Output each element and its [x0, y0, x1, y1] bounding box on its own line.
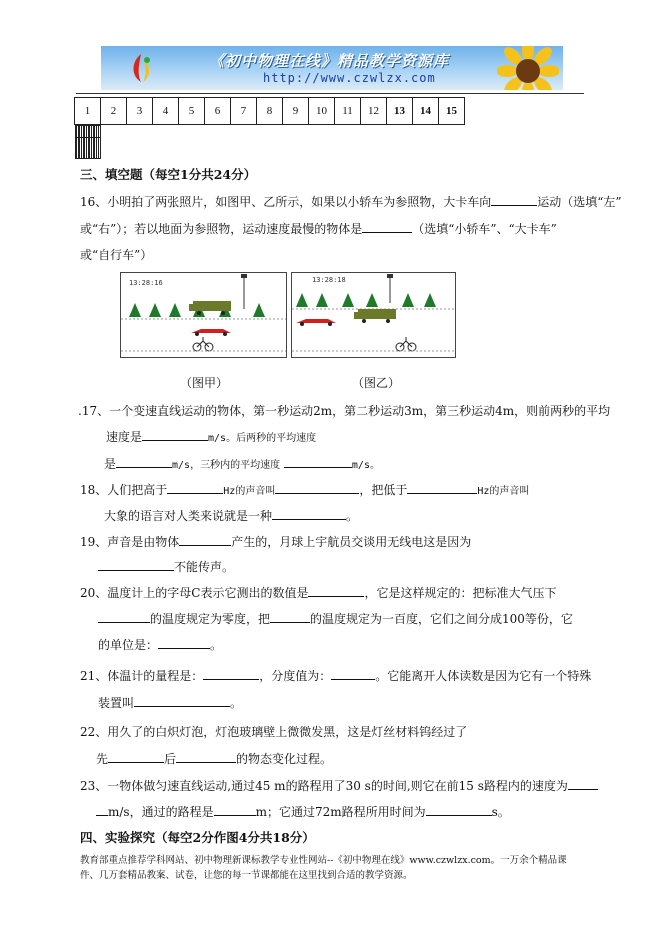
q18-line-2: 大象的语言对人类来说就是一种 。: [104, 509, 359, 523]
q21-blank-3[interactable]: [134, 694, 230, 707]
figure-yi: [291, 272, 456, 358]
answer-number-cell: 1: [75, 98, 101, 125]
figure-yi-caption: （图乙）: [352, 376, 401, 390]
q16-blank-1[interactable]: [491, 193, 537, 206]
q20-line-3: 的单位是： 。: [98, 638, 223, 652]
figure-yi-illustration: [292, 273, 455, 357]
figure-jia-timestamp: 13:28:16: [129, 279, 163, 287]
q20-blank-3[interactable]: [270, 610, 310, 623]
answer-number-cell: 7: [231, 98, 257, 125]
q16-line-3: 或“自行车”）: [80, 248, 153, 262]
answer-number-cell: 5: [179, 98, 205, 125]
q16-blank-2[interactable]: [362, 220, 412, 233]
section-3-heading: 三、填空题（每空1分共24分）: [80, 167, 257, 182]
q18-line-1: 18、人们把高于 Hz的声音叫 ，把低于 Hz的声音叫: [80, 483, 530, 497]
q18-blank-3[interactable]: [407, 481, 477, 494]
q18-blank-4[interactable]: [272, 507, 346, 520]
q23-blank-2[interactable]: [214, 803, 256, 816]
answer-number-cell: 4: [153, 98, 179, 125]
figure-jia-illustration: [121, 273, 286, 357]
q23-line-2: m/s，通过的路程是 m；它通过72m路程所用时间为 s。: [96, 803, 510, 820]
q21-line-2: 装置叫 。: [98, 696, 243, 710]
q22-line-1: 22、用久了的白炽灯泡，灯泡玻璃壁上微微发黑，这是灯丝材料钨经过了: [80, 725, 468, 739]
q21-blank-1[interactable]: [203, 667, 259, 680]
q19-blank-1[interactable]: [179, 533, 231, 546]
q21-line-1: 21、体温计的量程是： ，分度值为： 。它能离开人体读数是因为它有一个特殊: [80, 669, 592, 683]
q17-line-3: 是 m/s，三秒内的平均速度 m/s。: [104, 457, 380, 471]
q16-line-2: 或“右”）；若以地面为参照物，运动速度最慢的物体是 （选填“小轿车”、“大卡车”: [80, 222, 557, 236]
q20-line-1: 20、温度计上的字母C表示它测出的数值是 ，它是这样规定的：把标准大气压下: [80, 586, 557, 600]
q19-blank-2[interactable]: [98, 558, 174, 571]
page-footer: [80, 853, 600, 883]
q20-blank-1[interactable]: [308, 584, 364, 597]
answer-table: [74, 97, 465, 141]
q23-blank-1b[interactable]: [96, 803, 108, 816]
q18-blank-2[interactable]: [275, 481, 359, 494]
sunflower-icon: [497, 46, 559, 90]
footer-line-1: 教育部重点推荐学科网站、初中物理新课标教学专业性网站--《初中物理在线》www.czwlzx.com。一万余个精品课: [80, 855, 567, 866]
answer-number-cell: 9: [283, 98, 309, 125]
figure-jia: [120, 272, 287, 358]
answer-number-cell: 2: [101, 98, 127, 125]
answer-table-header-row: [75, 98, 465, 125]
answer-cell[interactable]: [98, 126, 100, 159]
q17-line-1: .17、一个变速直线运动的物体，第一秒运动2m，第二秒运动3m，第三秒运动4m，则前两秒的平均: [78, 404, 611, 418]
figure-jia-caption: （图甲）: [180, 376, 229, 390]
q22-line-2: 先 后 的物态变化过程。: [96, 752, 333, 766]
answer-number-cell: 10: [309, 98, 335, 125]
q20-line-2: 的温度规定为零度，把 的温度规定为一百度，它们之间分成100等份，它: [98, 610, 573, 627]
q17-line-2: 速度是 m/s。后两秒的平均速度: [106, 430, 317, 444]
answer-number-cell: 12: [361, 98, 387, 125]
header-banner: [101, 46, 563, 90]
q18-blank-1[interactable]: [167, 481, 223, 494]
footer-line-2: 件、几万套精品教案、试卷，让您的每一节课都能在这里找到合适的教学资源。: [80, 870, 413, 881]
section-4-heading: 四、实验探究（每空2分作图4分共18分）: [80, 830, 315, 845]
answer-number-cell: 8: [257, 98, 283, 125]
q17-blank-3[interactable]: [284, 455, 352, 468]
q23-blank-3[interactable]: [426, 803, 492, 816]
answer-number-cell: 11: [335, 98, 361, 125]
q19-line-2: 不能传声。: [98, 558, 234, 575]
q23-blank-1a[interactable]: [568, 777, 598, 790]
figure-yi-timestamp: 13:28:18: [312, 276, 346, 284]
q20-blank-4[interactable]: [158, 636, 210, 649]
answer-number-cell: 3: [127, 98, 153, 125]
answer-table-blank-row: [75, 125, 101, 138]
q16-line-1: 16、小明拍了两张照片，如图甲、乙所示，如果以小轿车为参照物，大卡车向 运动（选填“左”: [80, 195, 622, 209]
q23-line-1: 23、一物体做匀速直线运动,通过45 m的路程用了30 s的时间,则它在前15 s路程内的速度为: [80, 777, 598, 794]
q20-blank-2[interactable]: [98, 610, 150, 623]
site-logo-icon: [127, 52, 155, 84]
answer-number-cell: 13: [387, 98, 413, 125]
q21-blank-2[interactable]: [331, 667, 375, 680]
q17-blank-2[interactable]: [116, 455, 172, 468]
q17-blank-1[interactable]: [142, 428, 208, 441]
banner-title: 《初中物理在线》精品教学资源库: [209, 52, 450, 70]
answer-number-cell: 14: [413, 98, 439, 125]
q22-blank-1[interactable]: [108, 750, 164, 763]
banner-url: http://www.czwlzx.com: [263, 71, 436, 85]
q22-blank-2[interactable]: [176, 750, 236, 763]
answer-number-cell: 6: [205, 98, 231, 125]
q19-line-1: 19、声音是由物体 产生的，月球上宇航员交谈用无线电这是因为: [80, 535, 472, 549]
answer-number-cell: 15: [439, 98, 465, 125]
header-rule: [76, 93, 584, 94]
